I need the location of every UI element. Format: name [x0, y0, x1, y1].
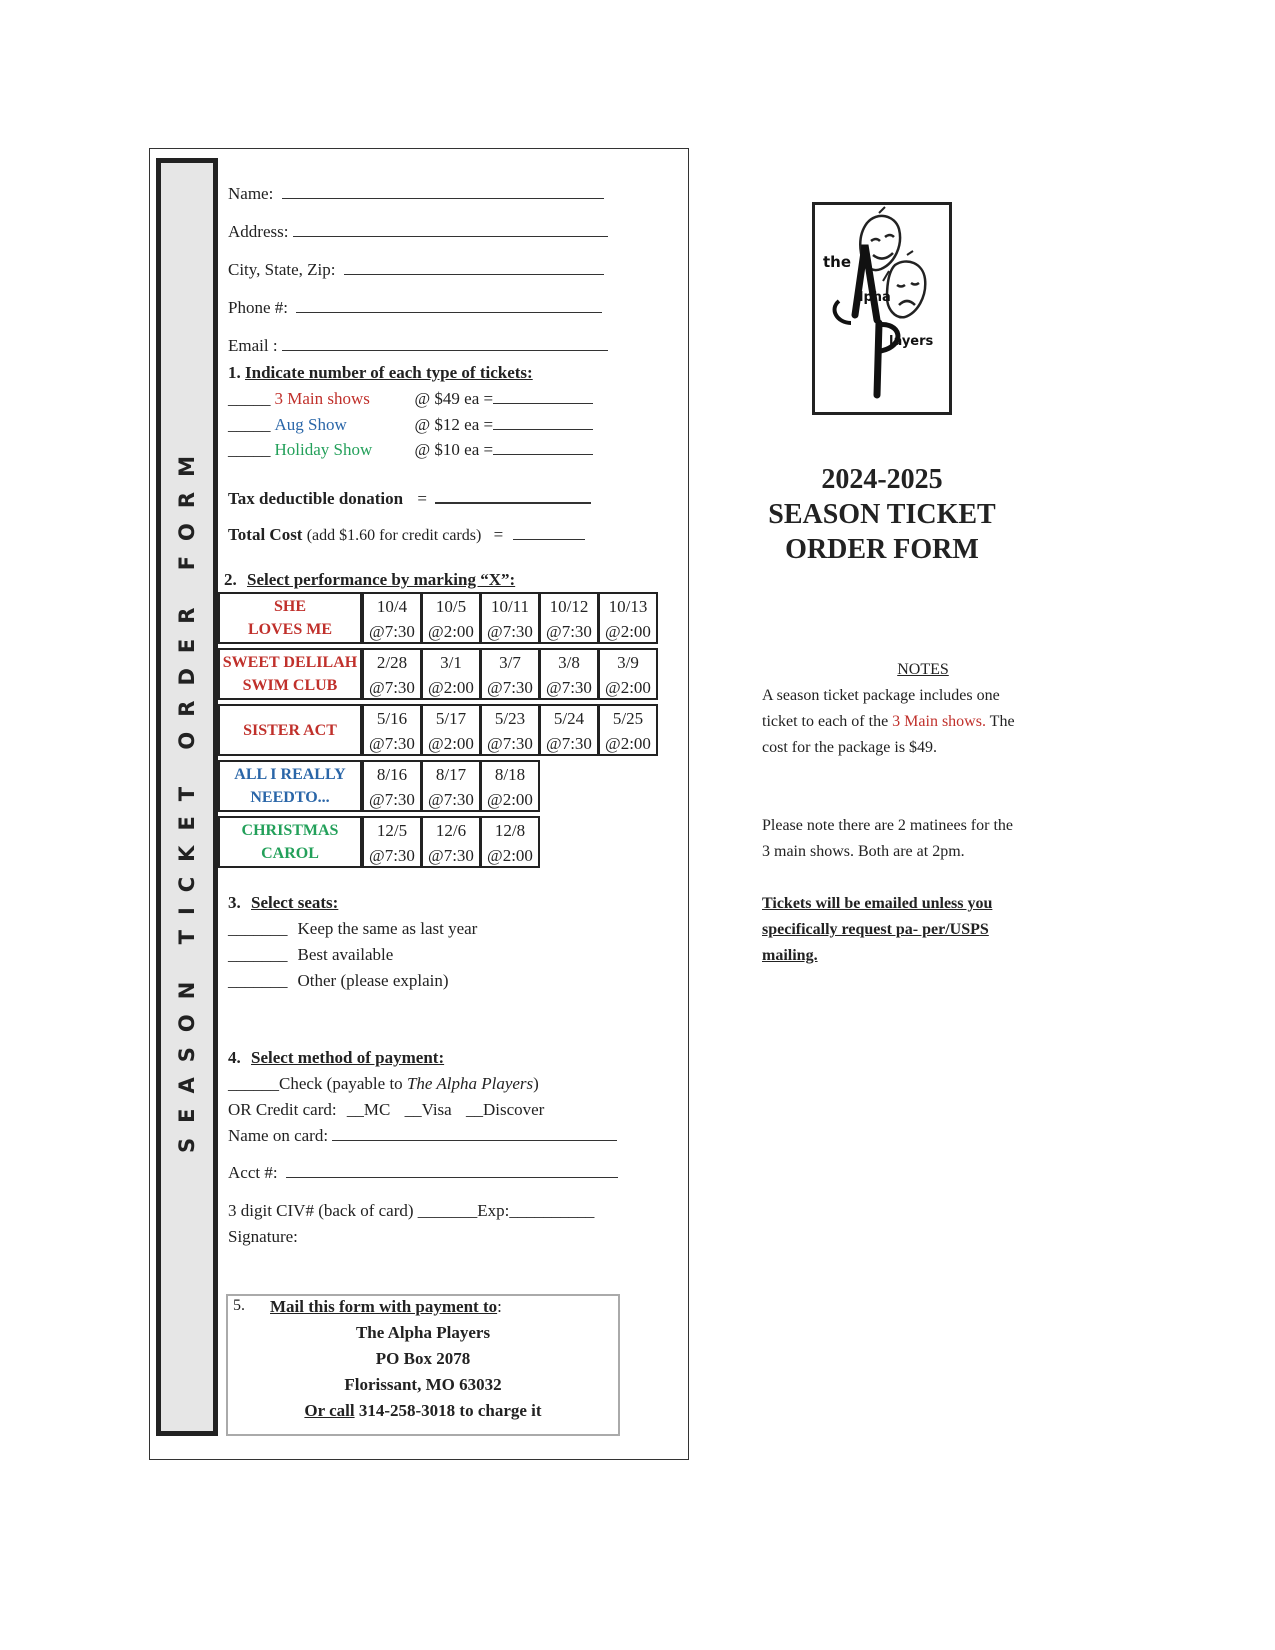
section1-number: 1. [228, 363, 241, 382]
civ-label: 3 digit CIV# (back of card) [228, 1201, 414, 1220]
notes-p1-highlight: 3 Main shows. [892, 713, 986, 730]
logo-word-the: the [823, 253, 852, 271]
performance-time: @7:30 [369, 846, 415, 865]
performance-cell[interactable] [421, 648, 481, 700]
card-discover-option[interactable]: __Discover [465, 1100, 545, 1119]
check-blank[interactable]: ______ [228, 1074, 279, 1093]
performance-time: @2:00 [487, 846, 533, 865]
title-season-years: 2024-2025 [821, 464, 943, 495]
call-label: Or call [304, 1401, 355, 1420]
check-option[interactable] [228, 1074, 539, 1094]
exp-label: Exp: [477, 1201, 510, 1220]
performance-time: @2:00 [487, 790, 533, 809]
civ-blank[interactable]: _______ [417, 1201, 478, 1220]
performance-date: 3/1 [440, 653, 462, 672]
performance-date: 3/9 [617, 653, 639, 672]
section3-title: Select seats: [251, 893, 339, 912]
total-line[interactable] [513, 525, 585, 540]
credit-card-label: OR Credit card: [228, 1100, 337, 1119]
sidebar-label: SEASON TICKET ORDER FORM [175, 441, 199, 1153]
performance-date: 10/4 [376, 597, 408, 616]
seat-option-label: Keep the same as last year [297, 919, 478, 938]
title-line-season-ticket: SEASON TICKET [768, 499, 996, 530]
ticket-row[interactable] [228, 440, 593, 460]
check-label: Check (payable to [279, 1074, 403, 1093]
ticket-price: @ $12 ea = [414, 415, 494, 434]
name-on-card-field[interactable] [228, 1126, 617, 1146]
performance-time: @7:30 [369, 622, 415, 641]
performance-date: 3/8 [558, 653, 580, 672]
seat-option[interactable] [228, 971, 449, 991]
performance-cell[interactable] [421, 760, 481, 812]
address-field[interactable] [228, 222, 608, 242]
show-name-line2: LOVES ME [247, 621, 332, 638]
notes-heading-text: NOTES [897, 661, 949, 678]
total-label: Total Cost [228, 525, 303, 544]
performance-cell[interactable] [362, 760, 422, 812]
performance-time: @7:30 [369, 678, 415, 697]
email-label: Email : [228, 336, 278, 355]
performance-time: @7:30 [546, 678, 592, 697]
show-name-line1: CHRISTMAS [241, 822, 339, 839]
show-name-line2: SWIM CLUB [242, 677, 338, 694]
show-name-line2: NEEDTO... [250, 789, 330, 806]
performance-date: 8/18 [494, 765, 526, 784]
section5-colon: : [497, 1297, 502, 1316]
total-equals: = [493, 525, 504, 544]
performance-time: @7:30 [487, 734, 533, 753]
ticket-subtotal-line[interactable] [493, 389, 593, 404]
exp-blank[interactable]: __________ [509, 1201, 595, 1220]
performance-date: 5/17 [435, 709, 467, 728]
call-text: 314-258-3018 to charge it [358, 1401, 542, 1420]
email-line[interactable] [282, 336, 608, 351]
performance-time: @2:00 [428, 622, 474, 641]
performance-time: @7:30 [428, 846, 474, 865]
ticket-qty-blank[interactable]: _____ [228, 389, 271, 408]
section1-heading [228, 363, 533, 383]
show-name-line1: SISTER ACT [243, 721, 337, 739]
donation-line[interactable] [435, 488, 591, 504]
theater-masks-icon [815, 205, 949, 412]
performance-date: 12/6 [435, 821, 467, 840]
performance-time: @2:00 [605, 622, 651, 641]
performance-date: 12/5 [376, 821, 408, 840]
check-close: ) [533, 1074, 539, 1093]
name-label: Name: [228, 184, 274, 203]
show-name-cell [218, 760, 362, 812]
name-field[interactable] [228, 184, 604, 204]
city-label: City, State, Zip: [228, 260, 336, 279]
phone-label: Phone #: [228, 298, 288, 317]
performance-date: 10/11 [490, 597, 530, 616]
show-name-cell [218, 816, 362, 868]
performance-date: 10/5 [435, 597, 467, 616]
donation-label: Tax deductible donation [228, 489, 404, 508]
performance-cell[interactable] [598, 592, 658, 644]
seat-option-blank[interactable]: _______ [228, 971, 288, 990]
title-line-order-form: ORDER FORM [785, 534, 979, 565]
name-line[interactable] [282, 184, 604, 199]
notes-p1-start: A season ticket package includes one ticket to each of the [762, 687, 1000, 730]
performance-time: @7:30 [428, 790, 474, 809]
show-name-line1: SWEET DELILAH [222, 654, 358, 671]
show-name-cell [218, 592, 362, 644]
performance-date: 3/7 [499, 653, 521, 672]
performance-cell[interactable] [480, 704, 540, 756]
seat-option-blank[interactable]: _______ [228, 919, 288, 938]
name-on-card-line[interactable] [332, 1126, 617, 1141]
ticket-row[interactable] [228, 415, 593, 435]
performance-date: 10/13 [608, 597, 648, 616]
credit-card-option [228, 1100, 544, 1120]
performance-time: @7:30 [369, 734, 415, 753]
performance-date: 8/16 [376, 765, 408, 784]
check-payee: The Alpha Players [406, 1074, 534, 1093]
ticket-type-label: Aug Show [274, 415, 347, 434]
name-on-card-label: Name on card: [228, 1126, 329, 1145]
performance-cell[interactable] [362, 816, 422, 868]
performance-date: 5/23 [494, 709, 526, 728]
performance-cell[interactable] [480, 592, 540, 644]
ticket-qty-blank[interactable]: _____ [228, 415, 271, 434]
seat-option[interactable] [228, 945, 393, 965]
section1-title: Indicate number of each type of tickets: [245, 363, 533, 382]
performance-cell[interactable] [480, 816, 540, 868]
ticket-price: @ $10 ea = [414, 440, 494, 459]
phone-field[interactable] [228, 298, 602, 318]
card-mc-option[interactable]: __MC [346, 1100, 391, 1119]
notes-heading [762, 657, 1032, 683]
show-name-cell [218, 648, 362, 700]
performance-date: 8/17 [435, 765, 467, 784]
address-line[interactable] [293, 222, 608, 237]
performance-cell[interactable] [539, 592, 599, 644]
address-label: Address: [228, 222, 289, 241]
seat-option[interactable] [228, 919, 477, 939]
phone-line[interactable] [296, 298, 602, 313]
seat-option-blank[interactable]: _______ [228, 945, 288, 964]
performance-cell[interactable] [362, 704, 422, 756]
page-title [762, 462, 1002, 567]
ticket-subtotal-line[interactable] [493, 440, 593, 455]
mail-org: The Alpha Players [355, 1323, 491, 1342]
mail-po-box: PO Box 2078 [375, 1349, 471, 1368]
section4-title: Select method of payment: [251, 1048, 445, 1067]
section4-number: 4. [228, 1048, 241, 1067]
performance-date: 5/25 [612, 709, 644, 728]
show-name-cell [218, 704, 362, 756]
performance-time: @7:30 [546, 734, 592, 753]
show-name-line1: ALL I REALLY [234, 766, 346, 783]
ticket-qty-blank[interactable]: _____ [228, 440, 271, 459]
performance-cell[interactable] [598, 648, 658, 700]
donation-equals: = [417, 489, 427, 508]
notes-paragraph-matinees: Please note there are 2 matinees for the 3 main shows. Both are at 2pm. [762, 817, 1013, 860]
performance-cell[interactable] [480, 648, 540, 700]
performance-date: 10/12 [549, 597, 589, 616]
performance-cell[interactable] [480, 760, 540, 812]
ticket-type-label: Holiday Show [274, 440, 373, 459]
city-field[interactable] [228, 260, 604, 280]
email-field[interactable] [228, 336, 608, 356]
acct-field[interactable] [228, 1163, 618, 1183]
total-note: (add $1.60 for credit cards) [306, 527, 482, 544]
performance-time: @7:30 [546, 622, 592, 641]
performance-time: @2:00 [605, 678, 651, 697]
performance-cell[interactable] [362, 648, 422, 700]
section4-heading [228, 1048, 444, 1068]
ticket-subtotal-line[interactable] [493, 415, 593, 430]
logo-word-alpha: lpha [859, 290, 891, 305]
performance-date: 5/24 [553, 709, 585, 728]
performance-time: @7:30 [369, 790, 415, 809]
city-line[interactable] [344, 260, 604, 275]
section2-number: 2. [224, 570, 237, 589]
seat-option-label: Other (please explain) [297, 971, 449, 990]
section3-number: 3. [228, 893, 241, 912]
performance-cell[interactable] [598, 704, 658, 756]
section3-heading [228, 893, 338, 913]
section5-heading [270, 1297, 502, 1317]
card-visa-option[interactable]: __Visa [404, 1100, 452, 1119]
call-line [226, 1401, 620, 1421]
performance-cell[interactable] [421, 816, 481, 868]
performance-time: @7:30 [487, 678, 533, 697]
performance-date: 5/16 [376, 709, 408, 728]
logo-word-players: layers [889, 334, 934, 349]
donation-row[interactable] [228, 488, 591, 509]
notes-p1-end: The cost for the package is $49. [762, 713, 1015, 756]
ticket-row[interactable] [228, 389, 593, 409]
notes-paragraph-email: Tickets will be emailed unless you specifically request pa- per/USPS mailing. [762, 895, 993, 964]
section2-heading [224, 570, 515, 590]
ticket-type-label: 3 Main shows [274, 389, 370, 408]
performance-cell[interactable] [539, 648, 599, 700]
performance-cell[interactable] [421, 592, 481, 644]
performance-date: 2/28 [376, 653, 408, 672]
signature-label: Signature: [228, 1227, 298, 1246]
acct-label: Acct #: [228, 1163, 278, 1182]
show-name-line2: CAROL [261, 845, 319, 862]
section5-title: Mail this form with payment to [270, 1297, 498, 1316]
section5-number: 5. [233, 1297, 245, 1314]
total-row[interactable] [228, 525, 585, 545]
notes-paragraph-package [762, 683, 1024, 761]
civ-exp-field[interactable] [228, 1201, 594, 1221]
performance-cell[interactable] [421, 704, 481, 756]
performance-time: @2:00 [428, 678, 474, 697]
alpha-players-logo [812, 202, 952, 415]
mail-city: Florissant, MO 63032 [344, 1375, 502, 1394]
show-name-line1: SHE [273, 598, 306, 615]
performance-date: 12/8 [494, 821, 526, 840]
performance-cell[interactable] [362, 592, 422, 644]
acct-line[interactable] [286, 1163, 618, 1178]
section2-title: Select performance by marking “X”: [247, 570, 516, 589]
performance-time: @7:30 [487, 622, 533, 641]
performance-time: @2:00 [428, 734, 474, 753]
performance-cell[interactable] [539, 704, 599, 756]
ticket-price: @ $49 ea = [414, 389, 494, 408]
performance-time: @2:00 [605, 734, 651, 753]
seat-option-label: Best available [297, 945, 394, 964]
